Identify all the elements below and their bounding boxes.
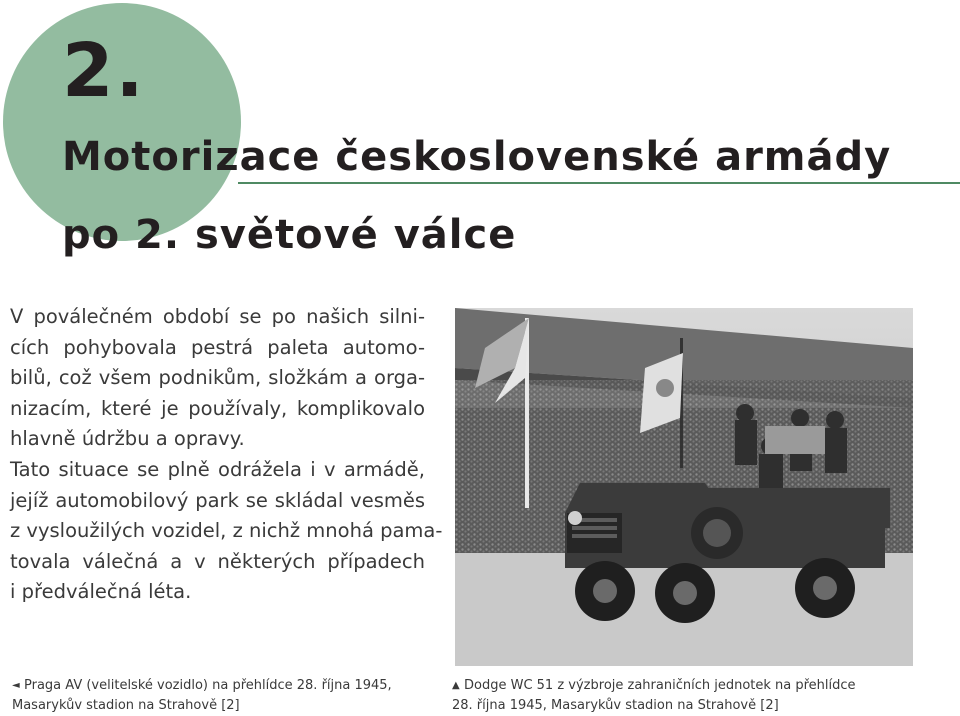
caption-right: [452, 676, 952, 716]
body-line: bilů, což všem podnikům, složkám a orga-: [10, 366, 425, 390]
body-line: i předválečná léta.: [10, 580, 192, 604]
chapter-title-line2: po 2. světové válce: [62, 212, 517, 258]
chapter-title-line1: Motorizace československé armády: [62, 134, 892, 180]
caption-left-line2: Masarykův stadion na Strahově [2]: [12, 698, 240, 713]
chapter-title: [62, 118, 891, 274]
body-line: V poválečném období se po našich silni-: [10, 305, 425, 328]
caption-right-line1: Dodge WC 51 z výzbroje zahraničních jednotek na přehlídce: [464, 678, 856, 693]
caption-left-line1: Praga AV (velitelské vozidlo) na přehlídce 28. října 1945,: [24, 678, 392, 693]
caption-right-line2: 28. října 1945, Masarykův stadion na Strahově [2]: [452, 698, 779, 713]
body-line: hlavně údržbu a opravy.: [10, 427, 245, 451]
body-line: tovala válečná a v některých případech: [10, 549, 425, 573]
body-line: z vysloužilých vozidel, z nichž mnohá pama-: [10, 519, 443, 543]
body-line: Tato situace se plně odrážela i v armádě,: [10, 457, 425, 481]
body-line: cích pohybovala pestrá paleta automo-: [10, 335, 425, 359]
caption-left: [12, 676, 392, 716]
left-arrow-icon: ◄: [12, 680, 20, 691]
title-divider: [238, 182, 960, 184]
dodge-parade-photo: [455, 308, 913, 666]
up-arrow-icon: ▲: [452, 680, 460, 691]
body-line: nizacím, které je používaly, komplikovalo: [10, 396, 425, 420]
chapter-number: 2.: [62, 28, 146, 114]
body-line: jejíž automobilový park se skládal vesměs: [10, 488, 425, 512]
body-paragraph: [10, 302, 443, 608]
